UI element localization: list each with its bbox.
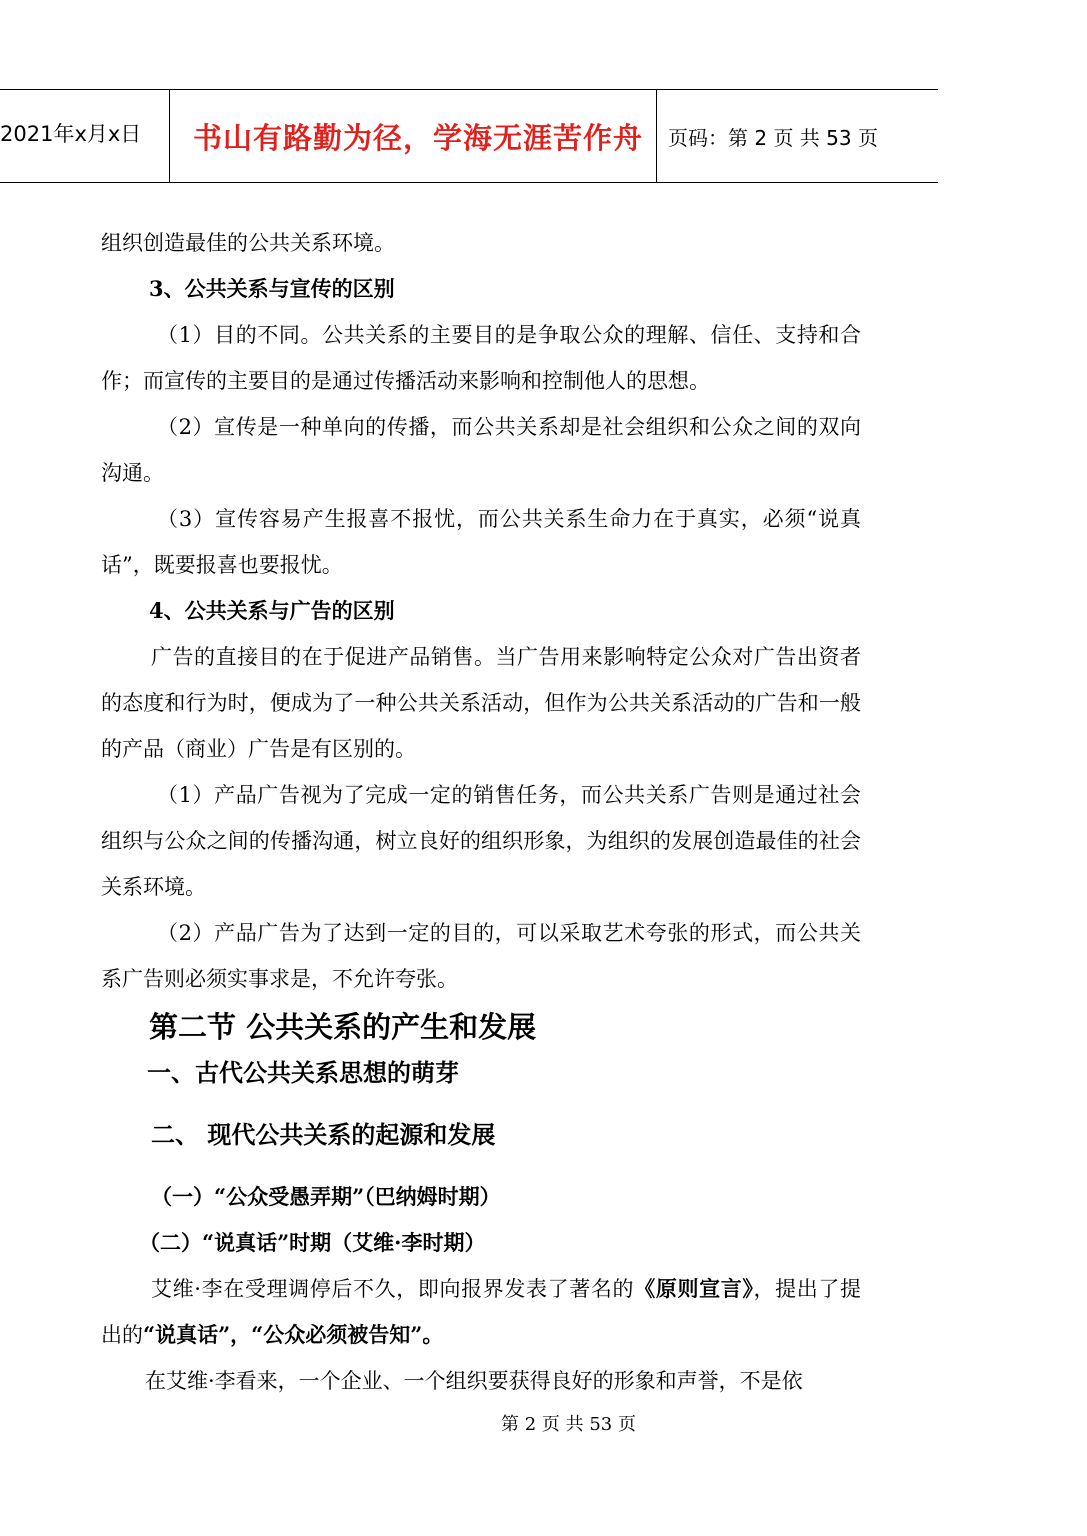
header-bottom-rule xyxy=(0,182,938,183)
header-date: 2021年x月x日 xyxy=(0,122,142,146)
paragraph: （2）产品广告为了达到一定的目的，可以采取艺术夸张的形式，而公共关系广告则必须实事求是，不允许夸张。 xyxy=(101,921,861,991)
emphasis-text: “说真话”，“公众必须被告知”。 xyxy=(143,1322,444,1347)
heading-3: 3、公共关系与宣传的区别 xyxy=(149,276,395,301)
paragraph: （3）宣传容易产生报喜不报忧，而公共关系生命力在于真实，必须“说真话”，既要报喜也要报忧。 xyxy=(101,507,861,577)
subsection-title: 一、古代公共关系思想的萌芽 xyxy=(147,1058,459,1087)
paragraph: 广告的直接目的在于促进产品销售。当广告用来影响特定公众对广告出资者的态度和行为时，便成为了一种公共关系活动，但作为公共关系活动的广告和一般的产品（商业）广告是有区别的。 xyxy=(101,645,861,761)
header-divider xyxy=(656,90,657,182)
sub-subsection-title: （二）“说真话”时期（艾维·李时期） xyxy=(139,1230,486,1255)
heading-4: 4、公共关系与广告的区别 xyxy=(149,598,395,623)
paragraph: （1）产品广告视为了完成一定的销售任务，而公共关系广告则是通过社会组织与公众之间的传播沟通，树立良好的组织形象，为组织的发展创造最佳的社会关系环境。 xyxy=(101,783,861,899)
sub-subsection-title: （一）“公众受愚弄期”（巴纳姆时期） xyxy=(151,1184,501,1209)
page-footer: 第 2 页 共 53 页 xyxy=(501,1414,636,1435)
document-body xyxy=(101,220,861,1404)
header-top-rule xyxy=(0,89,938,90)
paragraph: 组织创造最佳的公共关系环境。 xyxy=(101,231,395,255)
header-motto: 书山有路勤为径，学海无涯苦作舟 xyxy=(193,121,644,155)
paragraph: （1）目的不同。公共关系的主要目的是争取公众的理解、信任、支持和合作；而宣传的主要目的是通过传播活动来影响和控制他人的思想。 xyxy=(101,323,861,393)
subsection-title: 二、 现代公共关系的起源和发展 xyxy=(151,1120,496,1149)
paragraph xyxy=(101,1266,861,1358)
paragraph: 在艾维·李看来，一个企业、一个组织要获得良好的形象和声誉，不是依 xyxy=(145,1369,803,1393)
header-page-number: 页码：第 2 页 共 53 页 xyxy=(668,126,878,150)
paragraph-text: ，提出了提出的 xyxy=(101,1277,862,1347)
header-divider xyxy=(169,90,170,182)
paragraph-text: 艾维·李在受理调停后不久，即向报界发表了著名的 xyxy=(151,1277,635,1301)
section-title: 第二节 公共关系的产生和发展 xyxy=(149,1010,537,1044)
paragraph: （2）宣传是一种单向的传播，而公共关系却是社会组织和公众之间的双向沟通。 xyxy=(101,415,861,485)
emphasis-text: 《原则宣言》 xyxy=(634,1276,754,1301)
